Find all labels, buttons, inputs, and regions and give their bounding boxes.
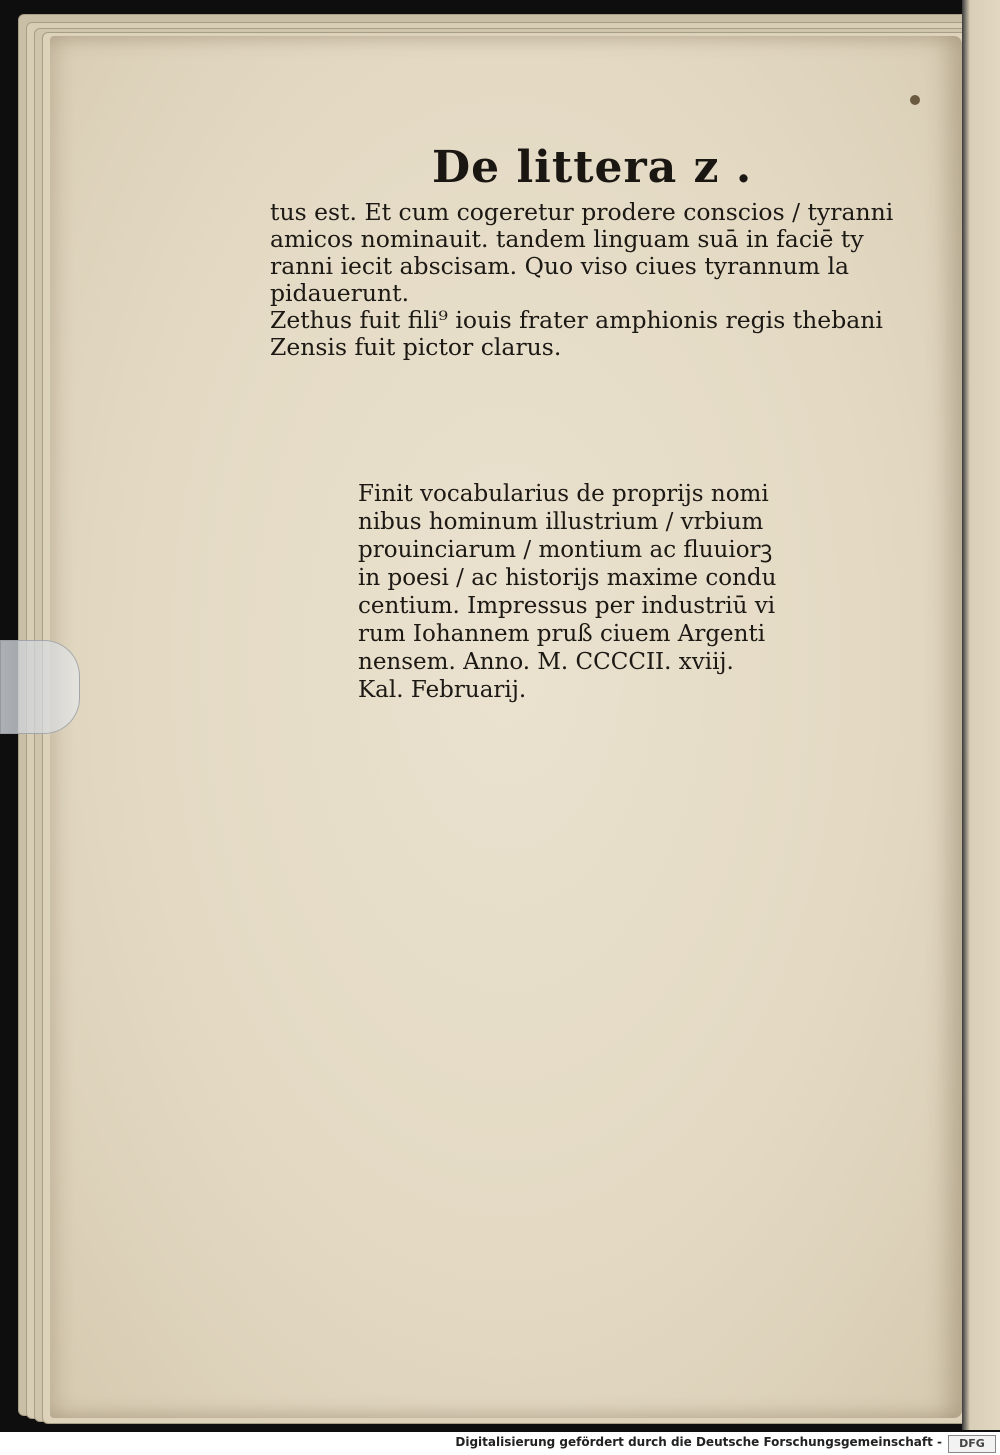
dfg-logo: DFG <box>948 1435 996 1453</box>
page-clip <box>0 640 80 734</box>
text-block-top <box>270 199 893 361</box>
text-line: Zethus fuit fili⁹ iouis frater amphionis regis thebani <box>270 306 883 334</box>
text-line: tus est. Et cum cogeretur prodere conscios / tyranni <box>270 198 894 226</box>
colophon-line: Kal. Februarij. <box>358 677 527 703</box>
footer-bar <box>0 1432 1000 1455</box>
text-line: ranni iecit abscisam. Quo viso ciues tyrannum la <box>270 252 849 280</box>
paper-spot <box>910 95 920 105</box>
colophon-line: rum Iohannem pruß ciuem Argenti <box>358 621 766 647</box>
page-heading: De littera z . <box>432 142 753 193</box>
footer-credit: Digitalisierung gefördert durch die Deutsche Forschungsgemeinschaft - <box>455 1435 942 1449</box>
colophon-line: nibus hominum illustrium / vrbium <box>358 509 764 535</box>
colophon-line: in poesi / ac historijs maxime condu <box>358 565 777 591</box>
colophon-line: prouinciarum / montium ac fluuiorꝫ <box>358 537 773 563</box>
text-line: amicos nominauit. tandem linguam suā in faciē ty <box>270 225 864 253</box>
colophon-line: nensem. Anno. M. CCCCII. xviij. <box>358 649 734 675</box>
colophon-line: Finit vocabularius de proprijs nomi <box>358 481 769 507</box>
colophon <box>358 480 776 704</box>
colophon-line: centium. Impressus per industriū vi <box>358 593 776 619</box>
text-line: Zensis fuit pictor clarus. <box>270 333 562 361</box>
text-line: pidauerunt. <box>270 279 410 307</box>
adjacent-page <box>962 0 1000 1430</box>
